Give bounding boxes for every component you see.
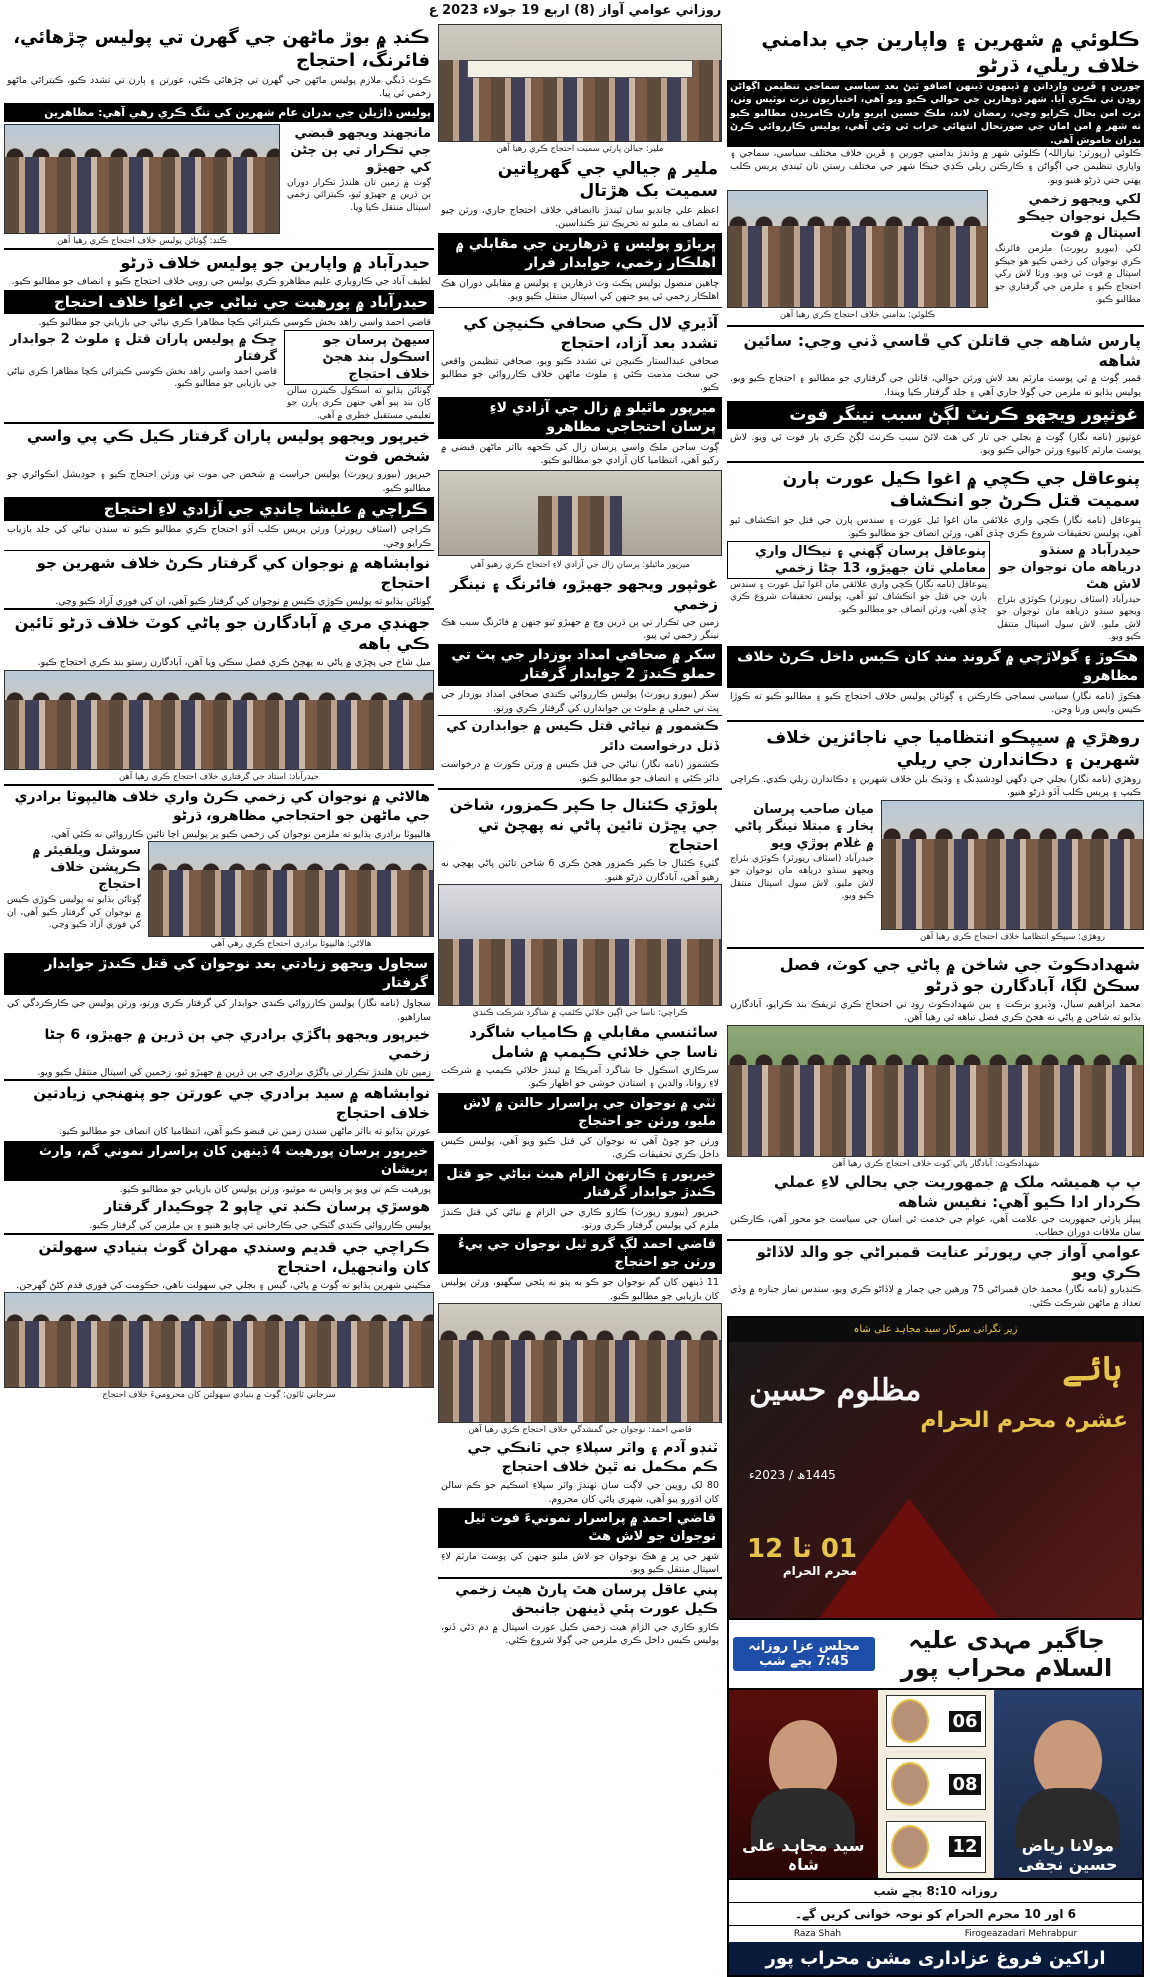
- article-body: سرڪاري اسڪول جا شاگرد آمريڪا ۾ ٿيندڙ خلائي ڪيمپ ۾ شرڪت لاءِ روانا، والدين ۽ استادن خوشي جو اظهار ڪيو.: [441, 1064, 719, 1090]
- article-body: ڳوٺاڻن ٻڌايو ته پوليس ڪوڙي ڪيس ۾ نوجوان کي گرفتار ڪيو آهي، ان کي فوري آزاد ڪيو وڃي.: [7, 895, 141, 931]
- ad-title: عشرہ محرم الحرام: [920, 1408, 1128, 1434]
- article-body: ڪنڊيارو (نامه نگار) محمد خان قمبراڻي 75 ورهين جي ڄمار ۾ لاڏاڻو ڪري ويو، سندس نماز جنازه ۾ وڏي تعداد ۾ ماڻهن شرڪت ڪئي.: [730, 1284, 1141, 1309]
- article-body: لطيف آباد جي ڪاروباري عليم مظاهرو ڪري پوليس جي رويي خلاف احتجاج ڪيو ۽ انصاف جو مطالبو ڪيو.: [11, 275, 431, 287]
- article-body: عورتن ٻڌايو ته بااثر ماڻهن سندن زمين تي قبضو ڪيو آهي، انتظاميا کان انصاف جو مطالبو ڪيو.: [58, 1126, 431, 1138]
- photo-protest: [727, 190, 988, 308]
- headline: سائنسي مقابلي ۾ ڪامياب شاگرد ناسا جي خلائي ڪيمپ ۾ شامل: [438, 1020, 722, 1064]
- article-body: ڪارو ڪاري جي الزام هيٺ زخمي ڪيل عورت اسپتال ۾ دم ڌڻي ڏنو، پوليس ڪيس داخل ڪري ملزمن جي ڳولا شروع ڪئي.: [441, 1621, 719, 1647]
- ad-date-item: [886, 1821, 986, 1873]
- headline: سيهڻ پرسان جو اسڪول بند هجڻ خلاف احتجاج: [284, 330, 434, 385]
- masthead: [0, 0, 1150, 22]
- photo-caption: ڪنڊ: ڳوٺاڻن پوليس خلاف احتجاج ڪري رهيا آهن: [57, 235, 227, 246]
- headline: ميرپور ماٿيلو ۾ زال جي آزادي لاءِ پرسان احتجاجي مظاهرو: [438, 397, 722, 439]
- article-body: خيرپور (بيورو رپورٽ) ڪارو ڪاري جي الزام ۾ نياڻي کي قتل ڪندڙ ملزم کي پوليس گرفتار ڪري ورتو.: [441, 1206, 719, 1231]
- headline: ڪراچي ۾ عليشا چانڊي جي آزادي لاءِ احتجاج: [4, 497, 434, 521]
- headline: ڪراچي جي قديم وسندي مهراڻ گوٺ بنيادي سهولتن کان وانجهيل، احتجاج: [4, 1233, 434, 1279]
- muharram-advertisement: [727, 1316, 1144, 1977]
- ad-date-item: [886, 1695, 986, 1747]
- ad-date-range: 01 تا 12: [747, 1534, 858, 1565]
- photo-caption: روهڙي: سيپڪو انتظاميا خلاف احتجاج ڪري رهيا آهن: [919, 931, 1106, 942]
- article-body: ورثن جو چوڻ آهي ته نوجوان کي قتل ڪيو ويو آهي، پوليس ڪيس داخل ڪري تحقيقات ڪري.: [441, 1135, 719, 1161]
- photo-police-raid-protest: [4, 124, 280, 234]
- article-body: غوثپور (نامه نگار) ڳوٺ ۾ بجلي جي تار کي هٿ لائڻ سبب ڪرنٽ لڳڻ ڪري ٻار فوت ٿي ويو. لاش پوسٽ مارٽم کانپوءِ ورثن حوالي ڪيو ويو.: [730, 432, 1141, 457]
- article-body: پورهيت ڪم تي ويو پر واپس نه موٽيو، ورثن پوليس کان بازيابي جو مطالبو ڪيو.: [119, 1183, 431, 1195]
- article-body: ڪوٽ ڏيگي ملازم پوليس ماڻهن جي گهرن تي چڙهائي ڪئي، عورتن ۽ ٻارن تي تشدد ڪيو، ڪيترائي ماڻهو زخمي ٿي پيا.: [7, 75, 431, 100]
- ad-date-sub: محرم الحرام: [782, 1564, 858, 1579]
- article-body: گٽيءِ ڪئنال جا ڪپر ڪمزور هجڻ ڪري 6 شاخن تائين پاڻي پهچي نه رهيو آهي، آبادگارن ڌرڻو هنيو.: [441, 858, 719, 883]
- photo-caption: شهدادڪوٽ: آبادگار پاڻي کوٽ خلاف احتجاج ڪري رهيا آهن: [831, 1158, 1040, 1169]
- article-body: پيپلز پارٽي جمهوريت جي علامت آهي، عوام جي خدمت ئي اسان جي سياست جو محور آهي، ڪارڪنن سان ملاقات دوران خطاب.: [730, 1213, 1141, 1238]
- article-body: ڪراچي (اسٽاف رپورٽر) ورثن پريس ڪلب آڏو احتجاج ڪري مطالبو ڪيو ته سندن نياڻي کي جلد بازياب ڪرايو وڃي.: [7, 524, 431, 549]
- photo-space-camp: [438, 884, 722, 1006]
- photo-farmers: [727, 1025, 1144, 1157]
- date-number: 08: [949, 1774, 980, 1795]
- headline: حيدرآباد ۾ پورهيت جي نياڻي جي اغوا خلاف احتجاج: [4, 290, 434, 314]
- headline-deck: چورين ۽ ڦرين وارداتن ۾ ڏينهون ڏينهن اضافو ٿيڻ بعد سياسي سماجي تنظيمن اڳواڻن روڊن تي نڪري آيا. شهر ڌوهارين جي حوالي ڪيو ويو آهي، اختياريون ترت نوٽيس وٺن، ترت امن بحال ڪرايو وڃي، رمضان لاند، ملڪ حسين اڀريو وارن ڪامريڊن مطالبو ڪيو ته شهر ۾ امن امان جي صورتحال انتهائي خراب ٿي وئي آهي، پوليس ڪارروائي ڪرڻ بدران خاموش آهي.: [727, 80, 1144, 147]
- article-body: شهر جي ڀر ۾ هڪ نوجوان جو لاش مليو جنهن کي پوسٽ مارٽم لاءِ اسپتال منتقل ڪيو ويو.: [441, 1550, 719, 1576]
- headline: هڪوڙ ۽ گولاڙچي ۾ گرونڊ منڊ کان ڪيس داخل ڪرڻ خلاف مظاهرو: [727, 646, 1144, 688]
- headline: سجاول ويجهو زيادتي بعد نوجوان کي قتل ڪندڙ جوابدار گرفتار: [4, 953, 434, 995]
- ad-date-list: [878, 1690, 994, 1878]
- article-body: زمين جي تڪرار تي ٻن ڌرين وچ ۾ جهيڙو ٿيو جنهن ۾ فائرنگ سبب هڪ نينگر زخمي ٿي پيو.: [441, 616, 719, 642]
- article-body: حيدرآباد (اسٽاف رپورٽر) ڪوٽڙي بئراج ويجهو سنڌو درياهه مان نوجوان جو لاش مليو. لاش سول اسپتال منتقل ڪيو ويو.: [997, 594, 1141, 643]
- middle-column: [438, 24, 722, 1648]
- headline: ڪشمور ۾ نياڻي قتل ڪيس ۾ جوابدارن کي ڏنل درخواست دائر: [438, 715, 722, 758]
- article-body: چاهين منصول پوليس پڪٽ وٽ ڌرهارين ۽ پوليس ۾ مقابلي دوران هڪ اهلڪار زخمي ٿي پيو جنهن کي اسپتال منتقل ڪيو ويو.: [441, 277, 719, 303]
- article-body: ڳوٺاڻن ٻڌايو ته اسڪول ڪيترن سالن کان بند پيو آهي جنهن ڪري ٻارن جو تعليمي مستقبل خطري ۾ آهي.: [287, 385, 431, 421]
- article-body: قاضي احمد واسي راهد بخش ڪوسي ڪيترائي ڪچا مظاهرا ڪري نياڻي جي بازيابي جو مطالبو ڪيو.: [38, 317, 431, 329]
- headline: ميان صاحب پرسان ٻخار ۽ مبتلا نينگر پاڻي ۾ غلام ٻوڙي ويو: [734, 801, 874, 851]
- headline: سوشل ويلفيئر ۾ ڪرپشن خلاف احتجاج: [32, 843, 141, 893]
- ad-social-links: [729, 1925, 1142, 1942]
- headline: پنوعاقل جي ڪچي ۾ اغوا ڪيل عورت ٻارن سميت قتل ڪرڻ جو انڪشاف: [727, 466, 1144, 514]
- headline: غوثپور ويجهو ڪرنٽ لڳڻ سبب نينگر فوت: [727, 401, 1144, 429]
- ad-venue-name: جاگیر مہدی علیہ السلام محراب پور: [900, 1626, 1113, 1683]
- article-body: خيرپور (بيورو رپورٽ) پوليس حراست ۾ شخص جي موت تي ورثن احتجاج ڪيو ۽ جوڊيشل انڪوائري جو مطالبو ڪيو.: [7, 469, 431, 494]
- headline: ڪنڊ ۾ بوڙ ماڻهن جي گهرن تي پوليس چڙهائي، فائرنگ، احتجاج: [4, 24, 434, 74]
- headline: لکي ويجهو زخمي ڪيل نوجوان جيڪو اسپتال ۾ فوت: [1018, 192, 1141, 242]
- masthead-title: روزاني عوامي آواز (8) اربع 19 جولاء 2023 ع: [428, 3, 722, 18]
- photo-caption: حيدرآباد: استاد جي گرفتاري خلاف احتجاج ڪري رهيا آهن: [118, 771, 320, 782]
- photo-caption: ڪراچي: ناسا جي اڳين خلائي ڪئمپ ۾ شاگرد شرڪت ڪندي: [472, 1007, 688, 1018]
- article-body: پنوعاقل (نامه نگار) ڪچي واري علائقي مان اغوا ٿيل عورت ۽ سندس ٻارن جي قتل جو انڪشاف ٿيو آهي، پوليس تحقيقات شروع ڪري ڇڏي آهي، ورثن انصاف جو مطالبو ڪيو.: [730, 579, 987, 615]
- date-number: 12: [949, 1836, 980, 1857]
- photo-caption: ملير: جيالن پارٽي سميت احتجاج ڪري رهيا آهن: [496, 144, 664, 154]
- headline: خيرپور ويجهو ٻاگڙي برادري جي ٻن ڌرين ۾ جهيڙو، 6 ڄڻا زخمي: [4, 1024, 434, 1066]
- article-body: پوليس ڪارروائي ڪندي گٽڪي جي ڪارخاني تي ڇاپو هنيو ۽ ٻن ملزمن کي گرفتار ڪيو.: [89, 1220, 431, 1232]
- patron-name: سید مجاہد علی شاہ: [742, 1836, 865, 1875]
- article-body: روهڙي (نامه نگار) بجلي جي ڊگهي لوڊشيڊنگ ۽ وڌيڪ بلن خلاف شهرين ۽ دڪاندارن ريلي ڪڍي. ڪراچي ڪيپ ۽ پريس ڪلب آڏو ڌرڻو هنيو.: [730, 773, 1141, 799]
- headline: پارس شاهه جي قاتلن کي ڦاسي ڏني وڃي: سائين شاهه: [743, 331, 1141, 371]
- article-body: هڪوڙ (نامه نگار) سياسي سماجي ڪارڪنن ۽ ڳوٺاڻن پوليس خلاف احتجاج ڪيو ۽ مطالبو ڪيو ته ڪوڙا ڪيس واپس ورتا وڃن.: [730, 691, 1141, 716]
- photo-hunger-strike: [438, 24, 722, 142]
- headline: ملير ۾ جيالي جي گهرڀاتين سميت بک هڙتال: [438, 156, 722, 204]
- right-column: [727, 24, 1144, 1977]
- facebook-handle: Raza Shah: [793, 1929, 842, 1940]
- headline: ڪلوئي ۾ شهرين ۽ واپارين جي بدامني خلاف ريلي، ڌرڻو: [727, 24, 1144, 80]
- photo-women-protest: [438, 1303, 722, 1423]
- headline: نوابشاهه ۾ نوجوان کي گرفتار ڪرڻ خلاف شهرين جو احتجاج: [4, 550, 434, 595]
- headline: پ پ همیشہ ملک ۾ جمهوريت جي بحالي لاءِ عملي ڪردار ادا ڪيو آهي: نفيس شاهه: [774, 1172, 1141, 1211]
- photo-man-protest: [438, 470, 722, 556]
- article-body: هاليپوٽا برادري ٻڌايو ته ملزمن نوجوان کي زخمي ڪيو پر پوليس اڃا تائين ڪارروائي نه ڪئي آهي.: [50, 828, 431, 840]
- headline: سکر ۾ صحافي امداد بوزدار جي پٽ تي حملو ڪندڙ 2 جوابدار گرفتار: [438, 644, 722, 686]
- ad-year: 1445ھ / 2023ء: [749, 1468, 836, 1483]
- headline: مانجهند ويجهو قبضي جي تڪرار تي ٻن ڄڻن کي جهيڙو: [290, 125, 431, 175]
- ad-speakers: [729, 1690, 1142, 1880]
- ad-title: ہائے: [1062, 1349, 1122, 1390]
- headline: جهنڊي مري ۾ آبادگارن جو پاڻي کوٽ خلاف ڌرڻو ٽائين ڪي باهه: [4, 608, 434, 656]
- headline: غوثپور ويجهو جهيڙو، فائرنگ ۽ نينگر زخمي: [438, 572, 722, 616]
- ad-date-item: [886, 1758, 986, 1810]
- ad-arch-text: زیر نگرانی سرکار سید مجاہد علی شاہ: [729, 1318, 1142, 1342]
- headline: هوسڙي پرسان ڪنڊ تي ڇاپو 2 چوڪيدار گرفتار: [4, 1196, 434, 1219]
- headline: پني عاقل پرسان هٿ ڀارڻ هيٺ زخمي ڪيل عورت ٻئي ڏينهن جانبحق: [438, 1577, 722, 1621]
- headline: پنوعاقل پرسان ڳهني ۽ نيڪال واري معاملي تان جهيڙو، 13 ڄڻا زخمي: [727, 541, 990, 579]
- headline: حيدرآباد ۾ واپارين جو پوليس خلاف ڌرڻو: [4, 248, 434, 275]
- headline: ٺٽي ۾ نوجوان جي پراسرار حالتن ۾ لاش مليو، ورثن جو احتجاج: [438, 1093, 722, 1133]
- article-body: 80 لک روپين جي لاڳت سان ٺهندڙ واٽر سپلاءِ اسڪيم جو ڪم سالن کان اڌورو پيو آهي، شهري پاڻي کان محروم.: [441, 1480, 719, 1505]
- patron-portrait: [729, 1690, 878, 1878]
- photo-caption: قاضي احمد: نوجوان جي گمشدگي خلاف احتجاج ڪري رهيا آهن: [468, 1425, 692, 1436]
- headline: روهڙي ۾ سيپڪو انتظاميا جي ناجائزين خلاف شهرين ۽ دڪاندارن جي ريلي: [727, 725, 1144, 773]
- speaker-name: مولانا ریاض حسین نجفی: [1017, 1836, 1118, 1875]
- ad-time: مجلس عزا روزانہ 7:45 بجے شب: [733, 1637, 875, 1671]
- article-body: زمين تان هلندڙ تڪرار تي ٻاگڙي برادري جي ٻن ڌرين ۾ جهيڙو ٿيو، زخمين کي اسپتال منتقل ڪيو ويو.: [37, 1067, 431, 1079]
- ad-venue: [729, 1618, 1142, 1690]
- ad-dates: [747, 1534, 857, 1578]
- article-body: ڳوٺاڻن ٻڌايو ته پوليس ڪوڙي ڪيس ۾ نوجوان کي گرفتار ڪيو آهي، ان کي فوري آزاد ڪيو وڃي.: [55, 596, 431, 608]
- headline: ڀرياڙو پوليس ۽ ڌرهارين جي مقابلي ۾ اهلڪار زخمي، جوابدار فرار: [438, 233, 722, 275]
- headline: هالاڻي ۾ نوجوان کي زخمي ڪرڻ واري خلاف هاليپوٽا برادري جي ماڻهن جو احتجاجي مظاهرو، ڌرڻو: [4, 784, 434, 828]
- photo-caption: هالاڻي: هاليپوٽا برادري احتجاج ڪري رهي آهي: [210, 939, 372, 950]
- photo-halepota-protest: [148, 841, 434, 937]
- headline: ٻلوڙي ڪئنال جا ڪپر ڪمزور، شاخن جي پڇڙن تائين پاڻي نه پهچڻ تي احتجاج: [438, 793, 722, 857]
- sub-headline: پوليس ڌاڙيلن جي بدران عام شهرين کي تنگ ڪري رهي آهي: مظاهرين: [4, 103, 434, 122]
- article-body: محمد ابراهيم سيال، وڏيرو برڪت ۽ ٻين شهدادڪوٽ روڊ تي احتجاج ڪري ٽريفڪ بند ڪرايو، آبادگارن ٻڌايو ته شاخن ۾ پاڻي نه هجڻ ڪري فصل تباهه ٿي رهيا آهن.: [730, 998, 1141, 1024]
- article-body: سجاول (نامه نگار) پوليس ڪارروائي ڪندي جوابدار کي گرفتار ڪري ورتو، ورثن پوليس جي ڪارڪردگي کي ساراهيو.: [7, 998, 431, 1023]
- ad-title: مظلوم حسین: [749, 1373, 922, 1409]
- article-body: ڳوٺ ساجن ملڪ واسي پرسان زال کي ڪجهه بااثر ماڻهن قبضي ۾ رکيو آهي، انتظاميا کان آزادي جو مطالبو ڪيو.: [441, 441, 719, 467]
- headline: ڇڪ ۾ پوليس پاران قتل ۽ ملوث 2 جوابدار گرفتار: [9, 331, 277, 364]
- ad-speaker-time: روزانہ 8:10 بجے شب: [873, 1884, 998, 1899]
- article-body: ميل شاخ جي پڇڙي ۾ پاڻي نه پهچڻ ڪري فصل سڪي ويا آهن، آبادگارن رستو بند ڪري احتجاج ڪيو.: [37, 657, 431, 669]
- article-body: 11 ڏينهن کان گم نوجوان جو ڪو به پتو نه پئجي سگهيو، ورثن پوليس کان بازيابي جو مطالبو ڪيو.: [441, 1277, 719, 1302]
- article-body: قمبر ڳوٺ ۾ ٿي پوسٽ مارٽم بعد لاش ورثن حوالي، قاتلن جي گرفتاري جو مطالبو ۽ احتجاج ڪيو ويو. پوليس ٻڌايو ته ملزمن جي ڳولا جاري آهي ۽ جلد گرفتار ڪيا ويندا.: [730, 373, 1141, 398]
- headline: شهدادڪوٽ جي شاخن ۾ پاڻي جي کوٽ، فصل سڪڻ لڳا، آبادگارن جو ڌرڻو: [727, 952, 1144, 998]
- ad-organization: اراکین فروغ عزاداری مشن محراب پور: [729, 1942, 1142, 1975]
- headline: عوامي آواز جي رپورٽر عنايت قمبراڻي جو والد لاڏاڻو ڪري ويو: [727, 1239, 1144, 1283]
- headline: خيرپور ۽ ڪارنهڻ الزام هيٺ نياڻي جو قتل ڪندڙ جوابدار گرفتار: [438, 1164, 722, 1204]
- photo-teacher-protest: [4, 670, 434, 770]
- article-body: اعظم علي چانڊيو سان ٿيندڙ ناانصافي خلاف احتجاج جاري، ورثن چيو ته انصاف نه مليو ته تحريڪ تيز ڪنداسين.: [441, 205, 719, 230]
- article-body: قاضي احمد واسي راهد بخش ڪوسي ڪيترائي ڪچا مظاهرا ڪري نياڻي جي بازيابي جو مطالبو ڪيو.: [7, 366, 277, 390]
- article-body: ڪشمور (نامه نگار) نياڻي جي قتل ڪيس ۾ ورثن ڪورٽ ۾ درخواست دائر ڪئي ۽ انصاف جو مطالبو ڪيو.: [441, 759, 719, 784]
- photo-caption: سرجاني ٽائون: ڳوٺ ۾ بنيادي سهولتن کان محروميءَ خلاف احتجاج: [102, 1390, 336, 1401]
- photo-mehran-goth: [4, 1292, 434, 1388]
- headline: خيرپور پرسان پورهيت 4 ڏينهن کان پراسرار نموني گم، وارث پريشان: [4, 1141, 434, 1181]
- photo-rally: [881, 800, 1144, 930]
- article-body: لکي (بيورو رپورٽ) ملزمن فائرنگ ڪري نوجوان کي زخمي ڪيو هو جيڪو اسپتال ۾ فوت ٿي ويو. ورثا لاش رکي احتجاج ڪيو ۽ ملزمن جي گرفتاري جو مطالبو ڪيو.: [995, 244, 1141, 305]
- side-article: [992, 190, 1144, 322]
- headline: قاضي احمد لڳ گرو ٿيل نوجوان جي پيءُ ورثن جو احتجاج: [438, 1234, 722, 1274]
- photo-caption: ڪلوئي: بدامني خلاف احتجاج ڪري رهيا آهن: [779, 310, 936, 321]
- article-body: پنوعاقل (نامه نگار) ڪچي واري علائقي مان اغوا ٿيل عورت ۽ سندس ٻارن جي قتل جو انڪشاف ٿيو آهي، پوليس تحقيقات شروع ڪري ڇڏي آهي، ورثن انصاف جو مطالبو ڪيو.: [730, 514, 1141, 540]
- headline: ٽنڊو آدم ۽ واٽر سپلاءِ جي ٽانڪي جي ڪم مڪمل نه ٿيڻ خلاف احتجاج: [438, 1437, 722, 1479]
- youtube-handle: Firogeazadari Mehrabpur: [964, 1929, 1078, 1940]
- article-body: ڳوٺ ۾ زمين تان هلندڙ تڪرار دوران ٻن ڌرين ۾ جهيڙو ٿيو، ڪيترائي زخمي اسپتال منتقل ڪيا ويا.: [287, 177, 431, 213]
- left-column: [4, 24, 434, 1402]
- headline: حيدرآباد ۾ سنڌو درياهه مان نوجوان جو لاش هٿ: [998, 542, 1141, 592]
- headline: نوابشاهه ۾ سيد برادري جي عورتن جو پنهنجي زيادتين خلاف احتجاج: [4, 1079, 434, 1125]
- headline: آڏيري لال ڪي صحافي ڪنيچن کي تشدد بعد آزاد، احتجاج: [438, 311, 722, 355]
- article-body: ڪلوئي (رپورٽر: نيازاللہ) ڪلوئي شهر ۾ وڌندڙ بدامني چورين ۽ ڦرين خلاف مختلف سياسي، سماجي ۽ واپاري تنظيمن جي اڳواڻن ۽ ڪارڪنن ريلي ڪڍي جيڪا شهر جي مختلف رستن تان ٿيندي پريس ڪلب پهتي جتي ڌرڻو هنيو ويو.: [730, 148, 1141, 186]
- article-body: صحافي عبدالستار ڪنيچن تي تشدد ڪيو ويو، صحافي تنظيمن واقعي جي سخت مذمت ڪئي ۽ ملوث ماڻهن خلاف ڪارروائي جو مطالبو ڪيو.: [441, 355, 719, 394]
- date-number: 06: [949, 1711, 980, 1732]
- speaker-portrait: [994, 1690, 1143, 1878]
- photo-caption: ميرپور ماٿيلو: پرسان زال جي آزادي لاءِ احتجاج ڪري رهيو آهي: [470, 559, 690, 570]
- article-body: مڪيني شهرين ٻڌايو ته ڳوٺ ۾ پاڻي، گيس ۽ بجلي جي سهولت ناهي، حڪومت کي فوري قدم کڻڻ گهرجن.: [16, 1279, 431, 1291]
- article-body: سکر (بيورو رپورٽ) پوليس ڪارروائي ڪندي صحافي امداد بوزدار جي پٽ تي حملي ۾ ملوث ٻن جوابدارن کي گرفتار ڪري ورتو.: [441, 689, 719, 714]
- ad-banner: [729, 1318, 1142, 1618]
- headline: خيرپور ويجهو پوليس پاران گرفتار ڪيل ڪي پي واسي شخص فوت: [4, 422, 434, 468]
- article-body: حيدرآباد (اسٽاف رپورٽر) ڪوٽڙي بئراج ويجهو سنڌو درياهه مان نوجوان جو لاش مليو. لاش سول اسپتال منتقل ڪيو ويو.: [730, 853, 874, 902]
- ad-footer-note: 6 اور 10 محرم الحرام کو نوحہ خوانی کریں گے۔: [729, 1902, 1142, 1925]
- headline: قاضي احمد ۾ پراسرار نمونيءَ فوت ٿيل نوجوان جو لاش هٿ: [438, 1508, 722, 1548]
